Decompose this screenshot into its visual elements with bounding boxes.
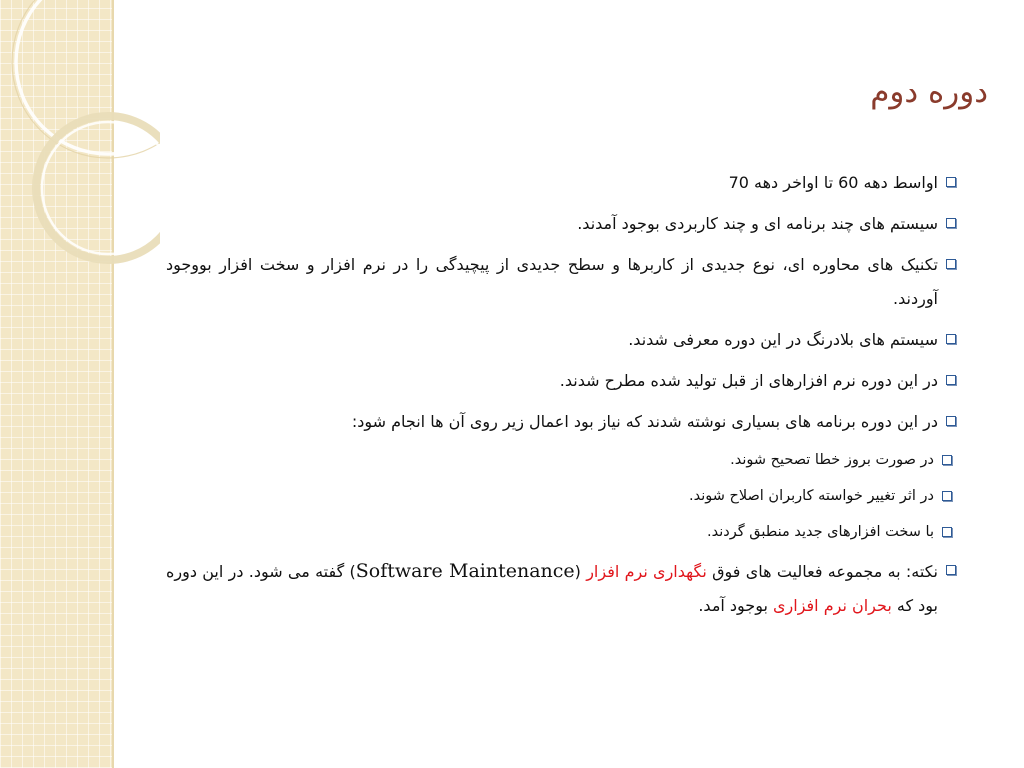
highlight-software-crisis: بحران نرم افزاری — [773, 596, 892, 615]
square-bullet-icon — [942, 527, 952, 537]
bullet-list — [166, 166, 956, 630]
bullet-item — [166, 248, 956, 316]
sub-bullet-item — [166, 446, 952, 474]
sub-bullet-item — [166, 482, 952, 510]
bullet-item — [166, 166, 956, 200]
bullet-text: سیستم های بلادرنگ در این دوره معرفی شدند. — [628, 330, 938, 349]
square-bullet-icon — [942, 491, 952, 501]
square-bullet-icon — [946, 177, 956, 187]
note-text-part4: بوجود آمد. — [698, 596, 773, 615]
highlight-software-maintenance: نگهداری نرم افزار — [586, 562, 707, 581]
note-text-part3: ) گفته می شود. در این دوره بود که — [166, 562, 938, 615]
square-bullet-icon — [946, 259, 956, 269]
square-bullet-icon — [946, 334, 956, 344]
bullet-text: تکنیک های محاوره ای، نوع جدیدی از کاربرها و سطح جدیدی از پیچیدگی را در نرم افزار و سخت افزار بووجود آوردند. — [166, 255, 938, 308]
latin-term: Software Maintenance — [355, 560, 575, 582]
bullet-text: در این دوره نرم افزارهای از قبل تولید شده مطرح شدند. — [559, 371, 938, 390]
bullet-item — [166, 405, 956, 439]
decorative-circle-small — [36, 116, 160, 260]
sub-bullet-text: در اثر تغییر خواسته کاربران اصلاح شوند. — [688, 488, 934, 504]
slide-title: دوره دوم — [870, 74, 988, 110]
square-bullet-icon — [946, 218, 956, 228]
bullet-text: اواسط دهه 60 تا اواخر دهه 70 — [728, 173, 938, 192]
note-text-part1: نکته: به مجموعه فعالیت های فوق — [706, 562, 938, 581]
decorative-circle-large — [16, 0, 160, 154]
bullet-item — [166, 323, 956, 357]
bullet-text: سیستم های چند برنامه ای و چند کاربردی بوجود آمدند. — [577, 214, 938, 233]
sub-bullet-text: با سخت افزارهای جدید منطبق گردند. — [707, 524, 934, 540]
square-bullet-icon — [946, 565, 956, 575]
decorative-circle-small-inner — [42, 122, 160, 254]
bullet-text: در این دوره برنامه های بسیاری نوشته شدند که نیاز بود اعمال زیر روی آن ها انجام شود: — [351, 412, 938, 431]
note-item — [166, 554, 956, 623]
bullet-item — [166, 364, 956, 398]
square-bullet-icon — [946, 416, 956, 426]
decorative-circles — [0, 0, 160, 330]
sub-bullet-item — [166, 518, 952, 546]
sub-bullet-text: در صورت بروز خطا تصحیح شوند. — [730, 452, 934, 468]
bullet-item — [166, 207, 956, 241]
decorative-circle-large-shadow — [12, 0, 160, 158]
note-text-part2: ( — [574, 562, 587, 581]
square-bullet-icon — [942, 455, 952, 465]
square-bullet-icon — [946, 375, 956, 385]
